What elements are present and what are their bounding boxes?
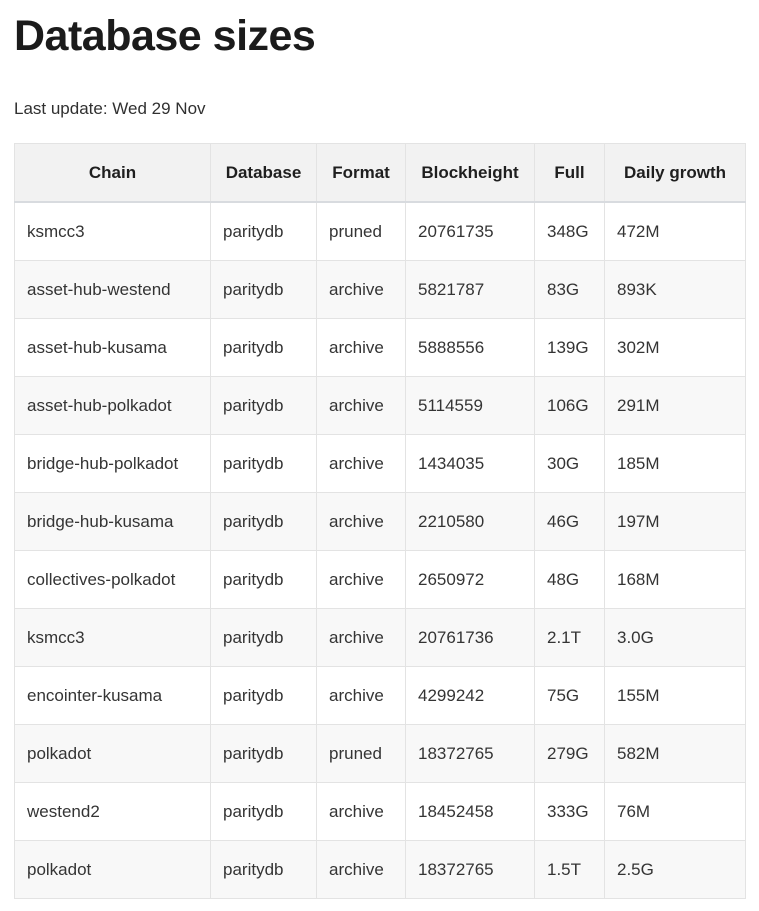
cell-full: 106G <box>535 376 605 434</box>
cell-database: paritydb <box>211 666 317 724</box>
cell-format: archive <box>317 492 406 550</box>
cell-chain: bridge-hub-polkadot <box>15 434 211 492</box>
cell-chain: collectives-polkadot <box>15 550 211 608</box>
cell-chain: ksmcc3 <box>15 202 211 261</box>
cell-blockheight: 5821787 <box>406 260 535 318</box>
page-title: Database sizes <box>14 12 316 60</box>
table-row <box>15 550 746 608</box>
cell-format: archive <box>317 840 406 898</box>
table-body <box>15 202 746 899</box>
cell-format: pruned <box>317 724 406 782</box>
cell-chain: ksmcc3 <box>15 608 211 666</box>
table-row <box>15 608 746 666</box>
cell-blockheight: 18372765 <box>406 840 535 898</box>
column-header-full: Full <box>535 143 605 202</box>
cell-database: paritydb <box>211 202 317 261</box>
cell-format: archive <box>317 782 406 840</box>
cell-full: 2.1T <box>535 608 605 666</box>
table-row <box>15 724 746 782</box>
column-header-format: Format <box>317 143 406 202</box>
table-row <box>15 666 746 724</box>
table-row <box>15 492 746 550</box>
cell-database: paritydb <box>211 782 317 840</box>
cell-chain: asset-hub-polkadot <box>15 376 211 434</box>
cell-chain: bridge-hub-kusama <box>15 492 211 550</box>
cell-database: paritydb <box>211 376 317 434</box>
cell-daily-growth: 3.0G <box>605 608 746 666</box>
cell-format: archive <box>317 376 406 434</box>
cell-blockheight: 1434035 <box>406 434 535 492</box>
cell-database: paritydb <box>211 260 317 318</box>
cell-blockheight: 2650972 <box>406 550 535 608</box>
cell-full: 30G <box>535 434 605 492</box>
table-row <box>15 318 746 376</box>
cell-full: 333G <box>535 782 605 840</box>
cell-daily-growth: 168M <box>605 550 746 608</box>
cell-database: paritydb <box>211 550 317 608</box>
cell-daily-growth: 155M <box>605 666 746 724</box>
cell-blockheight: 18452458 <box>406 782 535 840</box>
cell-chain: encointer-kusama <box>15 666 211 724</box>
cell-daily-growth: 582M <box>605 724 746 782</box>
cell-chain: asset-hub-westend <box>15 260 211 318</box>
cell-daily-growth: 472M <box>605 202 746 261</box>
cell-blockheight: 4299242 <box>406 666 535 724</box>
cell-full: 139G <box>535 318 605 376</box>
table-header <box>15 143 746 202</box>
cell-database: paritydb <box>211 318 317 376</box>
table-row <box>15 202 746 261</box>
cell-format: archive <box>317 666 406 724</box>
cell-full: 75G <box>535 666 605 724</box>
cell-chain: asset-hub-kusama <box>15 318 211 376</box>
cell-full: 348G <box>535 202 605 261</box>
cell-daily-growth: 2.5G <box>605 840 746 898</box>
cell-daily-growth: 893K <box>605 260 746 318</box>
cell-daily-growth: 291M <box>605 376 746 434</box>
cell-chain: polkadot <box>15 840 211 898</box>
column-header-blockheight: Blockheight <box>406 143 535 202</box>
table-row <box>15 840 746 898</box>
cell-database: paritydb <box>211 492 317 550</box>
cell-full: 1.5T <box>535 840 605 898</box>
column-header-database: Database <box>211 143 317 202</box>
last-update-text: Last update: Wed 29 Nov <box>14 98 206 118</box>
cell-full: 279G <box>535 724 605 782</box>
cell-blockheight: 20761736 <box>406 608 535 666</box>
cell-chain: polkadot <box>15 724 211 782</box>
cell-full: 48G <box>535 550 605 608</box>
cell-format: archive <box>317 260 406 318</box>
cell-daily-growth: 185M <box>605 434 746 492</box>
cell-format: pruned <box>317 202 406 261</box>
column-header-chain: Chain <box>15 143 211 202</box>
cell-database: paritydb <box>211 434 317 492</box>
header-row <box>15 143 746 202</box>
table-row <box>15 260 746 318</box>
database-sizes-table <box>14 143 746 899</box>
cell-blockheight: 2210580 <box>406 492 535 550</box>
cell-full: 83G <box>535 260 605 318</box>
cell-blockheight: 18372765 <box>406 724 535 782</box>
cell-format: archive <box>317 608 406 666</box>
cell-database: paritydb <box>211 724 317 782</box>
cell-database: paritydb <box>211 840 317 898</box>
cell-blockheight: 20761735 <box>406 202 535 261</box>
cell-format: archive <box>317 434 406 492</box>
cell-blockheight: 5888556 <box>406 318 535 376</box>
table-row <box>15 376 746 434</box>
column-header-daily-growth: Daily growth <box>605 143 746 202</box>
cell-database: paritydb <box>211 608 317 666</box>
cell-format: archive <box>317 318 406 376</box>
cell-daily-growth: 197M <box>605 492 746 550</box>
cell-blockheight: 5114559 <box>406 376 535 434</box>
cell-full: 46G <box>535 492 605 550</box>
cell-daily-growth: 302M <box>605 318 746 376</box>
cell-daily-growth: 76M <box>605 782 746 840</box>
table-row <box>15 782 746 840</box>
cell-format: archive <box>317 550 406 608</box>
cell-chain: westend2 <box>15 782 211 840</box>
table-row <box>15 434 746 492</box>
